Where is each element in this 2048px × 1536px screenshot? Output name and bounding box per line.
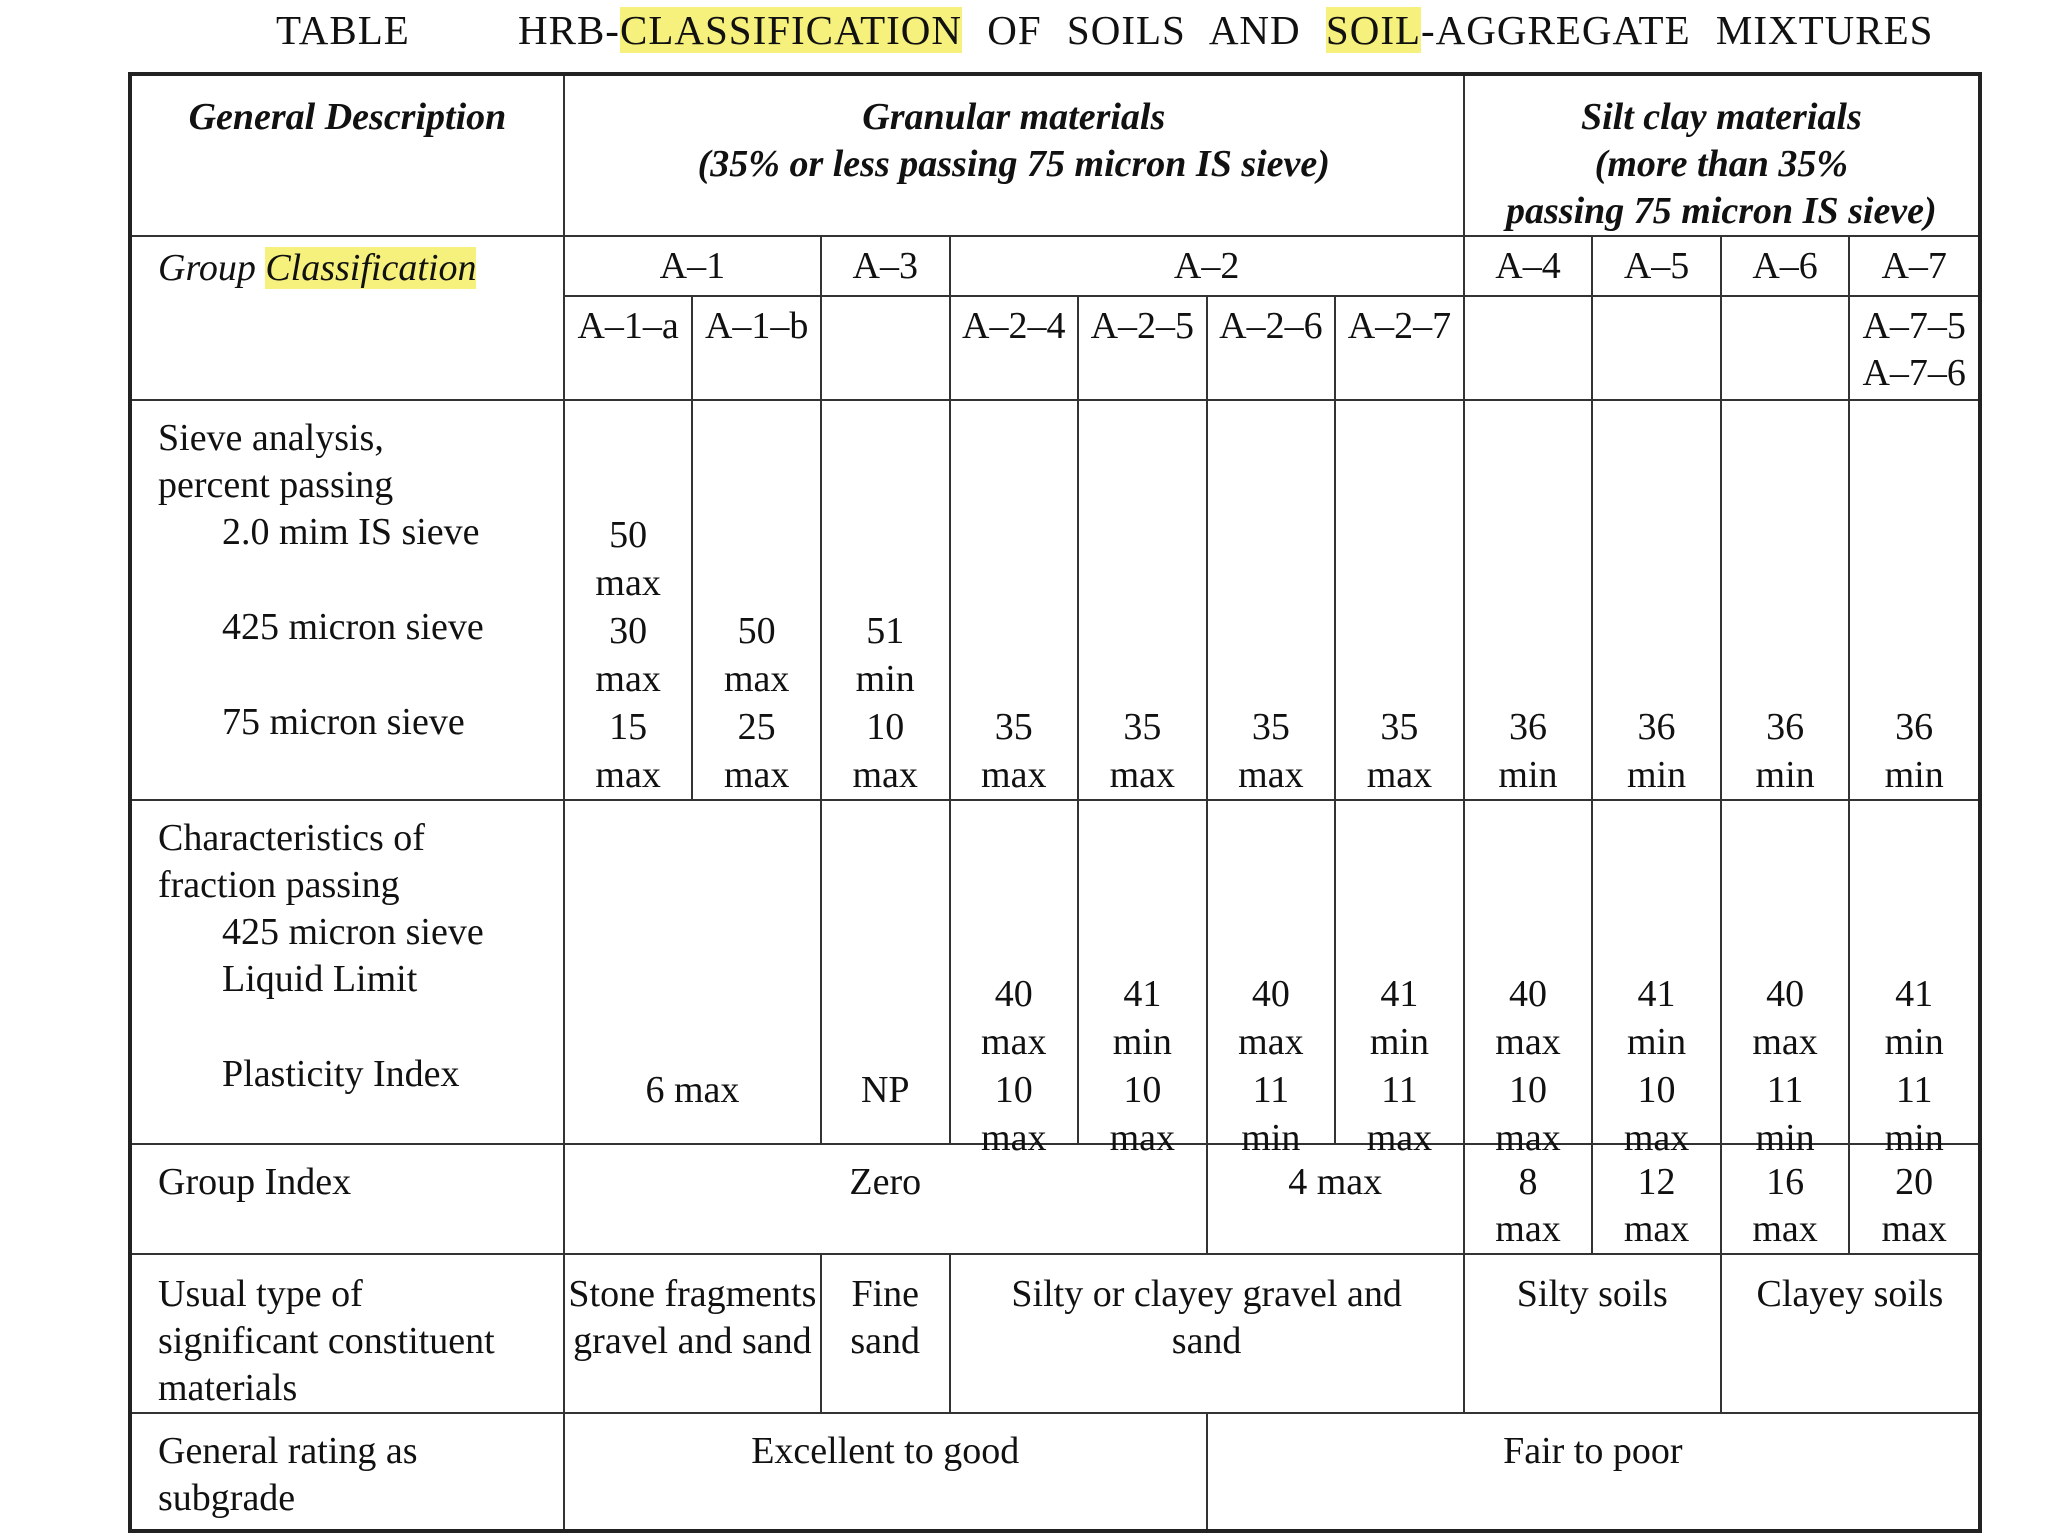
- characteristics-value: 10: [1637, 1069, 1676, 1111]
- characteristics-col-a26: [1207, 800, 1336, 1159]
- characteristics-row: [130, 800, 1980, 1144]
- sieve-value: min: [1498, 754, 1558, 796]
- sieve-col-a25: [1078, 400, 1207, 800]
- table-title: [0, 6, 2048, 58]
- sieve-value: max: [1366, 754, 1433, 796]
- sieve-value: min: [1626, 754, 1687, 796]
- group-index-a5: 12 max: [1592, 1144, 1721, 1254]
- characteristics-value: 41: [1895, 973, 1934, 1015]
- subgroup-a4-empty: [1464, 296, 1593, 400]
- characteristics-col-a6: [1721, 800, 1850, 1159]
- characteristics-col-a25: [1078, 800, 1207, 1159]
- sieve-value: max: [723, 754, 790, 796]
- sieve-value: min: [1884, 754, 1944, 796]
- sieve-value: 35: [1251, 706, 1290, 748]
- characteristics-value: 40: [1251, 973, 1290, 1015]
- group-index-label: Group Index: [130, 1144, 564, 1254]
- characteristics-value: max: [1495, 1021, 1561, 1063]
- characteristics-col-a5: [1592, 800, 1721, 1159]
- characteristics-value: 41: [1123, 973, 1162, 1015]
- title-highlight-classification: CLASSIFICATION: [619, 7, 963, 53]
- rating-label: General rating as subgrade: [130, 1413, 564, 1531]
- title-main: [518, 6, 1933, 54]
- characteristics-a1: 6 max: [564, 800, 821, 1144]
- subgroup-a27: A–2–7: [1335, 296, 1464, 400]
- constituents-a1: Stone fragments gravel and sand: [564, 1254, 821, 1413]
- sieve-value: max: [595, 754, 661, 796]
- characteristics-col-a27: [1335, 800, 1464, 1159]
- characteristics-a3: NP: [821, 800, 950, 1144]
- characteristics-value: 10: [1508, 1069, 1547, 1111]
- group-index-a6: 16 max: [1721, 1144, 1850, 1254]
- sieve-col-a1a: [564, 400, 693, 800]
- characteristics-value: max: [981, 1021, 1047, 1063]
- sieve-value: 51: [866, 610, 905, 652]
- characteristics-value: 11: [1766, 1069, 1804, 1111]
- sieve-value: 36: [1766, 706, 1805, 748]
- constituents-label: Usual type of significant constituent materials: [130, 1254, 564, 1413]
- sieve-analysis-row: [130, 400, 1980, 800]
- sieve-value: 15: [609, 706, 648, 748]
- title-highlight-soil: SOIL: [1325, 7, 1422, 53]
- sieve-value: max: [852, 754, 918, 796]
- sieve-col-a6: [1721, 400, 1850, 800]
- sieve-value: 50: [609, 514, 648, 556]
- constituents-a2: Silty or clayey gravel and sand: [950, 1254, 1464, 1413]
- constituents-row: [130, 1254, 1980, 1413]
- sieve-col-a7: [1849, 400, 1980, 800]
- characteristics-value: 40: [994, 973, 1033, 1015]
- characteristics-value: 41: [1637, 973, 1676, 1015]
- sieve-value: 35: [994, 706, 1033, 748]
- sieve-value: 36: [1637, 706, 1676, 748]
- group-a7: A–7: [1849, 236, 1980, 296]
- characteristics-value: min: [1241, 1117, 1301, 1159]
- sieve-analysis-label: Sieve analysis, percent passing 2.0 mim IS sieve 425 micron sieve 75 micron sieve: [130, 400, 564, 800]
- sieve-value: 35: [1380, 706, 1419, 748]
- sieve-value: 10: [866, 706, 905, 748]
- group-a4: A–4: [1464, 236, 1593, 296]
- characteristics-value: 10: [1123, 1069, 1162, 1111]
- characteristics-value: min: [1884, 1021, 1944, 1063]
- group-a3: A–3: [821, 236, 950, 296]
- characteristics-value: 41: [1380, 973, 1419, 1015]
- characteristics-value: min: [1755, 1117, 1815, 1159]
- sieve-col-a27: [1335, 400, 1464, 800]
- characteristics-value: max: [1752, 1021, 1818, 1063]
- characteristics-col-a4: [1464, 800, 1593, 1159]
- rating-excellent-to-good: Excellent to good: [564, 1413, 1207, 1531]
- soil-classification-table: [128, 72, 1982, 1533]
- subgroup-a1a: A–1–a: [564, 296, 693, 400]
- sieve-value: 36: [1508, 706, 1547, 748]
- group-a1: A–1: [564, 236, 821, 296]
- characteristics-value: 40: [1766, 973, 1805, 1015]
- sieve-value: min: [1755, 754, 1815, 796]
- characteristics-col-a7: [1849, 800, 1980, 1159]
- sieve-col-a4: [1464, 400, 1593, 800]
- sieve-col-a24: [950, 400, 1079, 800]
- characteristics-value: 10: [994, 1069, 1033, 1111]
- title-label: TABLE: [276, 7, 410, 53]
- subgroup-a3-empty: [821, 296, 950, 400]
- group-a5: A–5: [1592, 236, 1721, 296]
- sieve-col-a1b: [692, 400, 821, 800]
- general-description-header: General Description: [130, 74, 564, 236]
- title-mid: OF SOILS AND: [962, 7, 1326, 53]
- sieve-col-a26: [1207, 400, 1336, 800]
- sieve-value: max: [981, 754, 1047, 796]
- characteristics-value: min: [1112, 1021, 1172, 1063]
- characteristics-value: min: [1884, 1117, 1944, 1159]
- characteristics-value: max: [1495, 1117, 1561, 1159]
- group-a6: A–6: [1721, 236, 1850, 296]
- group-index-a7: 20 max: [1849, 1144, 1980, 1254]
- granular-materials-header: Granular materials (35% or less passing 75 micron IS sieve): [564, 74, 1464, 236]
- rating-row: [130, 1413, 1980, 1531]
- characteristics-value: max: [1238, 1021, 1304, 1063]
- sieve-value: min: [855, 658, 915, 700]
- group-index-a4: 8 max: [1464, 1144, 1593, 1254]
- subgroup-a26: A–2–6: [1207, 296, 1336, 400]
- characteristics-value: 40: [1508, 973, 1547, 1015]
- characteristics-value: max: [981, 1117, 1047, 1159]
- subgroup-a1b: A–1–b: [692, 296, 821, 400]
- characteristics-value: max: [1109, 1117, 1176, 1159]
- characteristics-value: 11: [1381, 1069, 1418, 1111]
- sieve-value: 36: [1895, 706, 1934, 748]
- sieve-value: 25: [737, 706, 776, 748]
- sieve-value: max: [595, 658, 661, 700]
- title-prefix: HRB-: [518, 7, 620, 53]
- characteristics-col-a24: [950, 800, 1079, 1159]
- sieve-col-a3: [821, 400, 950, 800]
- group-row: [130, 236, 1980, 296]
- group-index-zero: Zero: [564, 1144, 1207, 1254]
- sieve-col-a5: [1592, 400, 1721, 800]
- subgroup-a5-empty: [1592, 296, 1721, 400]
- sieve-value: 30: [609, 610, 648, 652]
- sieve-value: max: [1109, 754, 1176, 796]
- sieve-value: 35: [1123, 706, 1162, 748]
- characteristics-value: max: [1366, 1117, 1433, 1159]
- rating-fair-to-poor: Fair to poor: [1207, 1413, 1980, 1531]
- characteristics-value: min: [1626, 1021, 1687, 1063]
- group-index-a2-max: 4 max: [1207, 1144, 1464, 1254]
- subgroup-a6-empty: [1721, 296, 1850, 400]
- title-suffix: -AGGREGATE MIXTURES: [1421, 7, 1934, 53]
- subgroup-a25: A–2–5: [1078, 296, 1207, 400]
- sieve-value: max: [1238, 754, 1304, 796]
- constituents-a3: Fine sand: [821, 1254, 950, 1413]
- group-a2: A–2: [950, 236, 1464, 296]
- characteristics-value: max: [1623, 1117, 1690, 1159]
- subgroup-a24: A–2–4: [950, 296, 1079, 400]
- constituents-clayey: Clayey soils: [1721, 1254, 1980, 1413]
- characteristics-label: Characteristics of fraction passing 425 micron sieve Liquid Limit Plasticity Index: [130, 800, 564, 1144]
- header-row: [130, 74, 1980, 236]
- characteristics-value: 11: [1895, 1069, 1933, 1111]
- sieve-value: max: [723, 658, 790, 700]
- sieve-value: max: [595, 562, 661, 604]
- characteristics-value: 11: [1252, 1069, 1290, 1111]
- group-classification-label: Group Classification: [130, 236, 564, 400]
- subgroup-a7: A–7–5 A–7–6: [1849, 296, 1980, 400]
- characteristics-value: min: [1369, 1021, 1429, 1063]
- silt-clay-materials-header: Silt clay materials (more than 35% passing 75 micron IS sieve): [1464, 74, 1980, 236]
- constituents-silty: Silty soils: [1464, 1254, 1721, 1413]
- sieve-value: 50: [737, 610, 776, 652]
